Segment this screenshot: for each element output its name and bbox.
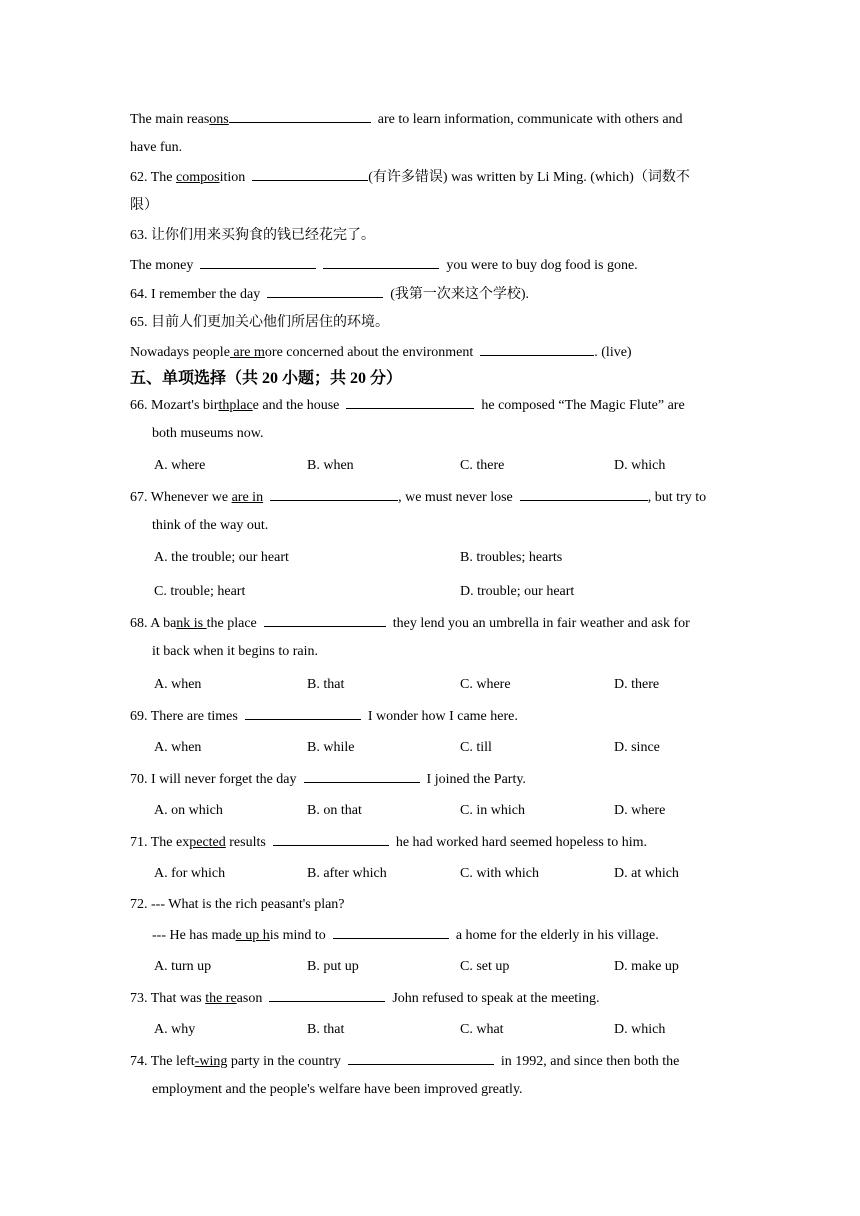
option-d[interactable]: D. since	[614, 740, 660, 755]
text: party in the country	[227, 1054, 341, 1069]
question-67	[130, 488, 732, 507]
text: thplac	[218, 398, 253, 413]
option-d[interactable]: D. trouble; our heart	[460, 584, 575, 599]
text: . (live)	[594, 345, 632, 360]
line-63	[130, 256, 732, 275]
option-c[interactable]: C. what	[460, 1022, 504, 1037]
text: 66. Mozart's bir	[130, 398, 219, 413]
question-65: 65. 目前人们更加关心他们所居住的环境。	[130, 315, 389, 330]
text: nk is	[176, 616, 207, 631]
option-c[interactable]: C. trouble; heart	[154, 584, 246, 599]
option-c[interactable]: C. set up	[460, 959, 510, 974]
text: , but try to	[647, 490, 707, 505]
text: --- He has mad	[152, 928, 236, 943]
option-c[interactable]: C. in which	[460, 803, 525, 818]
text: ons	[209, 112, 229, 127]
text: ore concerned about the environment	[264, 345, 474, 360]
option-b[interactable]: B. that	[307, 1022, 345, 1037]
text: are to learn information, communicate with others and	[377, 112, 683, 127]
option-b[interactable]: B. that	[307, 677, 345, 692]
option-b[interactable]: B. troubles; hearts	[460, 550, 563, 565]
answer-blank[interactable]	[273, 833, 389, 846]
line-text: 限）	[130, 198, 158, 213]
option-b[interactable]: B. when	[307, 458, 354, 473]
option-a[interactable]: A. the trouble; our heart	[154, 550, 289, 565]
option-d[interactable]: D. there	[614, 677, 660, 692]
answer-blank[interactable]	[348, 1052, 494, 1065]
line-72	[152, 926, 732, 945]
answer-blank[interactable]	[200, 256, 316, 269]
answer-blank[interactable]	[304, 770, 420, 783]
text: the re	[205, 991, 237, 1006]
line-text: it back when it begins to rain.	[152, 644, 319, 659]
text: pected	[189, 835, 226, 850]
option-d[interactable]: D. which	[614, 1022, 666, 1037]
section-heading: 五、单项选择（共 20 小题；共 20 分）	[130, 370, 403, 387]
answer-blank[interactable]	[269, 989, 385, 1002]
text: are in	[231, 490, 264, 505]
question-62	[130, 168, 732, 187]
text: The money	[130, 258, 194, 273]
text: he composed “The Magic Flute” are	[481, 398, 685, 413]
text: 64. I remember the day	[130, 287, 261, 302]
line-text: have fun.	[130, 140, 183, 155]
answer-blank[interactable]	[520, 488, 648, 501]
option-d[interactable]: D. which	[614, 458, 666, 473]
text: in 1992, and since then both the	[500, 1054, 680, 1069]
text: 62. The	[130, 170, 177, 185]
option-c[interactable]: C. there	[460, 458, 505, 473]
answer-blank[interactable]	[480, 343, 594, 356]
option-c[interactable]: C. till	[460, 740, 492, 755]
text: 69. There are times	[130, 709, 238, 724]
text: the place	[206, 616, 257, 631]
answer-blank[interactable]	[270, 488, 398, 501]
text: compos	[176, 170, 220, 185]
text: they lend you an umbrella in fair weather and ask for	[392, 616, 690, 631]
line-text: think of the way out.	[152, 518, 269, 533]
text: are m	[229, 345, 265, 360]
text: a home for the elderly in his village.	[455, 928, 659, 943]
option-d[interactable]: D. make up	[614, 959, 679, 974]
option-a[interactable]: A. where	[154, 458, 206, 473]
line-65	[130, 343, 732, 362]
option-a[interactable]: A. when	[154, 740, 202, 755]
text: Nowadays people	[130, 345, 230, 360]
question-72: 72. --- What is the rich peasant's plan?	[130, 897, 345, 912]
option-b[interactable]: B. while	[307, 740, 355, 755]
answer-blank[interactable]	[229, 110, 371, 123]
option-a[interactable]: A. why	[154, 1022, 196, 1037]
text: 74. The left	[130, 1054, 195, 1069]
line-reasons	[130, 110, 732, 129]
option-a[interactable]: A. for which	[154, 866, 226, 881]
text: -wing	[194, 1054, 228, 1069]
text: ition	[219, 170, 246, 185]
text: I wonder how I came here.	[367, 709, 518, 724]
question-74	[130, 1052, 732, 1071]
text: (有许多错误) was written by Li Ming. (which)（词数不	[368, 170, 690, 185]
option-b[interactable]: B. after which	[307, 866, 387, 881]
option-d[interactable]: D. where	[614, 803, 666, 818]
text: (我第一次来这个学校).	[390, 287, 530, 302]
line-text: employment and the people's welfare have been improved greatly.	[152, 1082, 523, 1097]
option-b[interactable]: B. on that	[307, 803, 362, 818]
question-68	[130, 614, 732, 633]
option-d[interactable]: D. at which	[614, 866, 679, 881]
option-a[interactable]: A. turn up	[154, 959, 212, 974]
question-70	[130, 770, 732, 789]
text: I joined the Party.	[426, 772, 526, 787]
text: John refused to speak at the meeting.	[392, 991, 600, 1006]
question-64	[130, 285, 732, 304]
text: 70. I will never forget the day	[130, 772, 297, 787]
text: 67. Whenever we	[130, 490, 232, 505]
text: The main reas	[130, 112, 210, 127]
text: 68. A ba	[130, 616, 177, 631]
question-66	[130, 396, 732, 415]
line-text: both museums now.	[152, 426, 264, 441]
text: e up h	[235, 928, 270, 943]
text: you were to buy dog food is gone.	[446, 258, 638, 273]
text: is mind to	[269, 928, 326, 943]
option-a[interactable]: A. on which	[154, 803, 223, 818]
text: ason	[236, 991, 263, 1006]
question-71	[130, 833, 732, 852]
text: , we must never lose	[398, 490, 513, 505]
answer-blank[interactable]	[264, 614, 386, 627]
option-c[interactable]: C. with which	[460, 866, 539, 881]
answer-blank[interactable]	[267, 285, 383, 298]
text: 71. The ex	[130, 835, 190, 850]
text: e and the house	[252, 398, 340, 413]
question-73	[130, 989, 732, 1008]
text: 73. That was	[130, 991, 206, 1006]
text: results	[225, 835, 266, 850]
text: he had worked hard seemed hopeless to him.	[395, 835, 647, 850]
option-a[interactable]: A. when	[154, 677, 202, 692]
answer-blank[interactable]	[252, 168, 368, 181]
answer-blank[interactable]	[323, 256, 439, 269]
option-b[interactable]: B. put up	[307, 959, 359, 974]
answer-blank[interactable]	[346, 396, 474, 409]
question-69	[130, 707, 732, 726]
question-63: 63. 让你们用来买狗食的钱已经花完了。	[130, 228, 375, 243]
answer-blank[interactable]	[245, 707, 361, 720]
answer-blank[interactable]	[333, 926, 449, 939]
option-c[interactable]: C. where	[460, 677, 511, 692]
